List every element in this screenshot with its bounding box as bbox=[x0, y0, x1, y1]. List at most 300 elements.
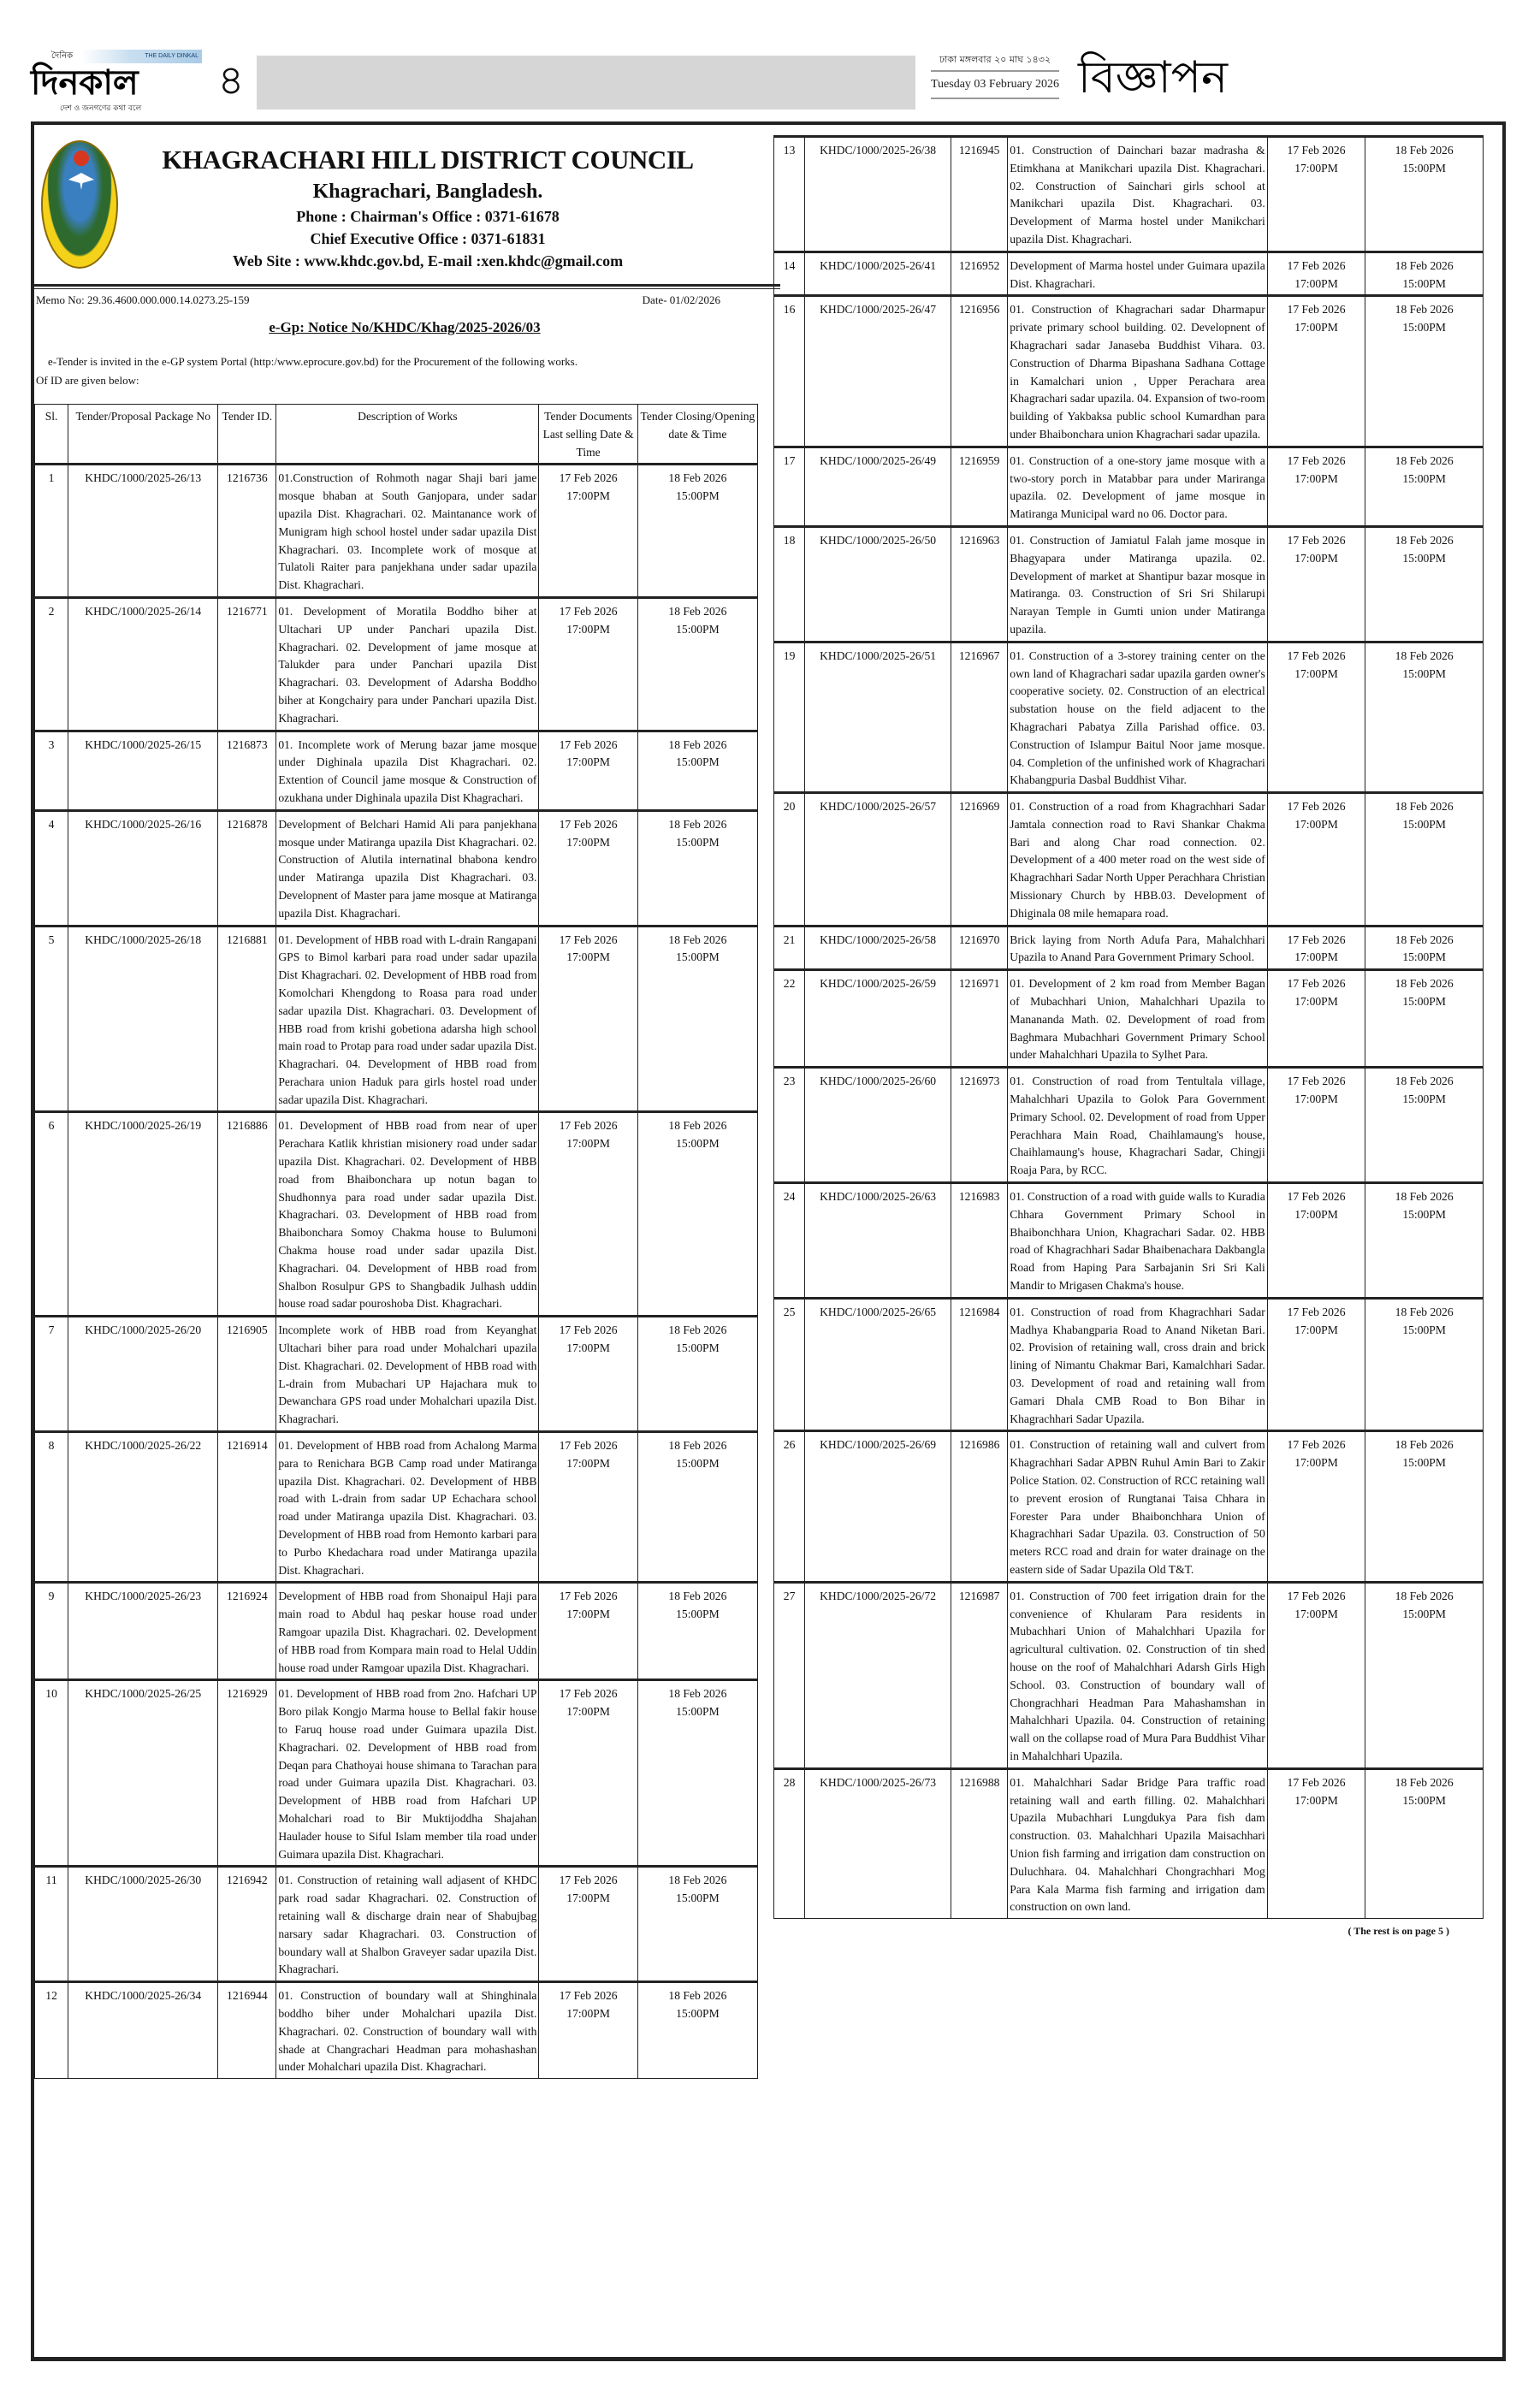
row-closing-date-close-time: 15:00PM bbox=[676, 950, 720, 964]
row-selling-date-sell-time: 17:00PM bbox=[1294, 551, 1338, 565]
header-description: Description of Works bbox=[276, 405, 539, 465]
table-row bbox=[35, 1583, 758, 1680]
row-closing-date-close-time: 15:00PM bbox=[676, 1137, 720, 1151]
row-tender-id bbox=[951, 1183, 1007, 1299]
row-package-no-package: KHDC/1000/2025-26/19 bbox=[85, 1119, 202, 1133]
section-title: বিজ্ঞাপন bbox=[1078, 52, 1229, 104]
row-package-no-package: KHDC/1000/2025-26/23 bbox=[85, 1590, 202, 1603]
row-selling-date-sell-time: 17:00PM bbox=[1294, 1207, 1338, 1221]
row-description bbox=[276, 1317, 539, 1432]
khdc-emblem-icon bbox=[41, 140, 118, 269]
row-closing-date bbox=[637, 810, 757, 926]
row-tender-id bbox=[218, 810, 276, 926]
row-package-no bbox=[68, 1867, 218, 1982]
row-package-no-package: KHDC/1000/2025-26/13 bbox=[85, 471, 202, 485]
row-selling-date bbox=[539, 1680, 637, 1867]
row-description-desc: 01. Construction of a one-story jame mosque with a two-story porch in Matabbar para under Mariranga upazila. 02. Development of jame mosque in Matiranga Municipal ward no 06. Doctor para. bbox=[1010, 453, 1265, 521]
row-selling-date-sell-date: 17 Feb 2026 bbox=[1287, 1589, 1346, 1602]
row-sl-sl: 19 bbox=[783, 648, 796, 662]
row-closing-date-close-time: 15:00PM bbox=[1402, 817, 1446, 831]
row-closing-date-close-date: 18 Feb 2026 bbox=[668, 1590, 727, 1603]
row-description-desc: 01. Construction of retaining wall and culvert from Khagrachhari Sadar APBN Ruhul Amin Bari to Zakir Police Station. 02. Construction of RCC retaining wall to prevent erosion of Rungtanai Taisa Chhara in Forester Para under Bhaibonchhara Union of Khagrachhari Sadar Upazila. 03. Construction of 50 meters RCC road and drain for water drainage on the eastern side of Sadar Upazila Old T&T. bbox=[1010, 1438, 1265, 1576]
row-description-desc: 01. Development of HBB road from 2no. Hafchari UP Boro pilak Kongjo Marma house to Bellal fakir house to Faruq house road under Guimara upazila Dist. Khagrachari. 02. Development of HBB road from Deqan para Chathoyai house shimana to Tarachan para road under Guimara upazila Dist. Khagrachari. 03. Development of HBB road from Hafchari UP Mohalchari road to Bir Muktijoddha Shajahan Haulader house to Siful Islam member tila road under Guimara upazila Dist. Khagrachari. bbox=[278, 1687, 537, 1861]
row-sl-sl: 22 bbox=[783, 977, 796, 991]
row-closing-date bbox=[1365, 642, 1484, 792]
row-closing-date-close-date: 18 Feb 2026 bbox=[1395, 1190, 1454, 1204]
row-closing-date-close-date: 18 Feb 2026 bbox=[1395, 144, 1454, 157]
row-tender-id bbox=[951, 1431, 1007, 1582]
row-selling-date-sell-time: 17:00PM bbox=[566, 622, 610, 636]
table-row bbox=[774, 252, 1484, 296]
row-selling-date bbox=[539, 1317, 637, 1432]
row-description-desc: 01. Development of Moratila Boddho biher at Ultachari UP under Panchari upazila Dist. Khagrachari. 02. Development of jame mosque at Talukder para under Panchari upazila Dist Khagrachari. 03. Development of Adarsha Boddho biher at Kongchairy para under Panchari upazila Dist. Khagrachari. bbox=[278, 604, 537, 725]
row-package-no-package: KHDC/1000/2025-26/14 bbox=[85, 604, 202, 618]
row-sl bbox=[774, 1068, 805, 1183]
row-selling-date bbox=[539, 1583, 637, 1680]
row-tender-id-id: 1216969 bbox=[958, 800, 1000, 814]
row-package-no bbox=[68, 810, 218, 926]
row-tender-id bbox=[218, 1583, 276, 1680]
row-description-desc: 01. Construction of Khagrachari sadar Dharmapur private primary school building. 02. Developnent of Khagrachari sadar Janaseba Buddhist Vihara. 03. Construction of Dharma Bipashana Sadhana Cottage in Kamalchari union , Upper Perachara area Khagrachari sadar upazila. 04. Expansion of two-room building of Yakbaksa public school Kumardhan para under Bhaibonchara union Khagrachari sadar upazila. bbox=[1010, 303, 1265, 441]
row-tender-id bbox=[218, 1432, 276, 1583]
row-package-no-package: KHDC/1000/2025-26/60 bbox=[820, 1075, 937, 1088]
row-tender-id-id: 1216929 bbox=[227, 1687, 268, 1701]
row-closing-date bbox=[637, 597, 757, 731]
emblem-sun bbox=[74, 151, 89, 166]
table-row bbox=[35, 731, 758, 810]
row-tender-id bbox=[951, 526, 1007, 642]
table-row bbox=[35, 1982, 758, 2079]
row-tender-id-id: 1216924 bbox=[227, 1590, 268, 1603]
row-selling-date bbox=[1267, 296, 1365, 447]
row-closing-date-close-date: 18 Feb 2026 bbox=[1395, 648, 1454, 662]
row-closing-date bbox=[1365, 1431, 1484, 1582]
date-box bbox=[931, 53, 1059, 99]
row-selling-date bbox=[1267, 1068, 1365, 1183]
row-selling-date bbox=[1267, 447, 1365, 526]
row-selling-date-sell-date: 17 Feb 2026 bbox=[559, 1323, 618, 1337]
row-package-no-package: KHDC/1000/2025-26/22 bbox=[85, 1439, 202, 1453]
row-package-no-package: KHDC/1000/2025-26/57 bbox=[820, 800, 937, 814]
table-row bbox=[774, 1582, 1484, 1768]
table-row bbox=[774, 1768, 1484, 1918]
row-sl-sl: 13 bbox=[783, 144, 796, 157]
left-column bbox=[34, 125, 775, 2079]
row-description-desc: Development of Marma hostel under Guimara upazila Dist. Khagrachari. bbox=[1010, 258, 1265, 290]
row-closing-date bbox=[637, 1680, 757, 1867]
row-closing-date-close-time: 15:00PM bbox=[1402, 1323, 1446, 1336]
row-description bbox=[1008, 1768, 1267, 1918]
row-description-desc: 01. Construction of boundary wall at Shinghinala boddho biher under Mohalchari upazila Dist. Khagrachari. 02. Construction of boundary wall with shade at Changrachari Headman para mohashashan under Mohalchari upazila Dist. Khagrachari. bbox=[278, 1989, 537, 2074]
row-selling-date-sell-time: 17:00PM bbox=[566, 1892, 610, 1905]
row-sl-sl: 21 bbox=[783, 933, 796, 946]
row-selling-date bbox=[1267, 793, 1365, 927]
row-tender-id bbox=[951, 1298, 1007, 1431]
row-tender-id-id: 1216878 bbox=[227, 817, 268, 831]
row-description-desc: Development of HBB road from Shonaipul Haji para main road to Abdul haq peskar house road under Ramgoar upazila Dist. Khagrachari. 02. Development of HBB road from Kompara main road to Helal Uddin house road under Ramgoar upazila Dist. Khagrachari. bbox=[278, 1590, 537, 1674]
row-package-no bbox=[805, 1183, 951, 1299]
row-closing-date-close-date: 18 Feb 2026 bbox=[668, 1323, 727, 1337]
row-sl bbox=[774, 1298, 805, 1431]
row-tender-id-id: 1216963 bbox=[958, 533, 1000, 547]
row-closing-date-close-date: 18 Feb 2026 bbox=[668, 471, 727, 485]
row-closing-date bbox=[637, 926, 757, 1112]
row-tender-id-id: 1216973 bbox=[958, 1075, 1000, 1088]
row-selling-date bbox=[1267, 1582, 1365, 1768]
row-description-desc: 01. Construction of Jamiatul Falah jame mosque in Bhagyapara under Matiranga upazila. 02. Development of market at Shantipur bazar mosque in Matiranga. 03. Construction of Sri Sri Shilarupi Narayan Temple in Gumti union under Matiranga upazila. bbox=[1010, 533, 1265, 636]
row-selling-date-sell-date: 17 Feb 2026 bbox=[559, 1119, 618, 1133]
row-closing-date-close-date: 18 Feb 2026 bbox=[1395, 258, 1454, 272]
row-description-desc: 01. Construction of retaining wall adjasent of KHDC park road sadar Khagrachari. 02. Construction of retaining wall & discharge drain near of Shabujbag narsary sadar Khagrachari. 03. Construction of boundary wall at Shalbon Graveyer sadar upazila Dist. Khagrachari. bbox=[278, 1874, 537, 1976]
row-closing-date bbox=[637, 1112, 757, 1317]
table-row bbox=[35, 810, 758, 926]
row-selling-date-sell-time: 17:00PM bbox=[1294, 950, 1338, 964]
table-row bbox=[774, 793, 1484, 927]
row-description bbox=[276, 1432, 539, 1583]
row-description bbox=[1008, 642, 1267, 792]
row-selling-date bbox=[1267, 1298, 1365, 1431]
row-package-no bbox=[805, 1068, 951, 1183]
row-sl bbox=[35, 1432, 68, 1583]
row-closing-date-close-time: 15:00PM bbox=[1402, 1092, 1446, 1106]
row-package-no bbox=[805, 296, 951, 447]
row-sl-sl: 27 bbox=[783, 1589, 796, 1602]
row-selling-date-sell-date: 17 Feb 2026 bbox=[559, 604, 618, 618]
row-tender-id bbox=[218, 926, 276, 1112]
row-description-desc: 01. Mahalchhari Sadar Bridge Para traffic road retaining wall and earth filling. 02. Mahalchhari Upazila Mubachhari Lungdukya Para fish dam construction. 03. Mahalchhari Upazila Maisachhari Union fish farming and irrigation dam construction on Duluchhara. 04. Mahalchhari Chongrachhari Mog Para Kala Marma fish farming and irrigation dam construction on own land. bbox=[1010, 1775, 1265, 1914]
table-row bbox=[774, 137, 1484, 252]
row-selling-date-sell-time: 17:00PM bbox=[1294, 471, 1338, 485]
row-closing-date-close-time: 15:00PM bbox=[1402, 1607, 1446, 1620]
row-sl-sl: 17 bbox=[783, 453, 796, 467]
row-tender-id bbox=[951, 1582, 1007, 1768]
row-selling-date-sell-time: 17:00PM bbox=[1294, 161, 1338, 175]
row-selling-date-sell-date: 17 Feb 2026 bbox=[559, 1874, 618, 1887]
row-package-no-package: KHDC/1000/2025-26/51 bbox=[820, 648, 937, 662]
row-description-desc: 01. Development of HBB road from Achalong Marma para to Renichara BGB Camp road under Matiranga upazila Dist. Khagrachari. 02. Development of HBB road with L-drain from sadar UP Echachara school road under Matiranga upazila Dist. Khagrachari. 03. Development of HBB road from Hemonto karbari para to Purbo Khedachara road under Matiranga upazila Dist. Khagrachari. bbox=[278, 1439, 537, 1577]
row-selling-date-sell-time: 17:00PM bbox=[566, 835, 610, 849]
row-tender-id bbox=[218, 1680, 276, 1867]
row-tender-id-id: 1216971 bbox=[958, 977, 1000, 991]
row-closing-date-close-time: 15:00PM bbox=[1402, 1207, 1446, 1221]
notice-header bbox=[34, 125, 775, 284]
date-bangla: ঢাকা মঙ্গলবার ২০ মাঘ ১৪৩২ bbox=[931, 53, 1059, 72]
row-sl-sl: 23 bbox=[783, 1075, 796, 1088]
header-tender-id: Tender ID. bbox=[218, 405, 276, 465]
masthead bbox=[0, 0, 1540, 120]
row-selling-date bbox=[539, 1112, 637, 1317]
row-selling-date bbox=[1267, 526, 1365, 642]
row-closing-date bbox=[1365, 447, 1484, 526]
row-package-no-package: KHDC/1000/2025-26/59 bbox=[820, 977, 937, 991]
row-description-desc: 01. Construction of Dainchari bazar madrasha & Etimkhana at Manikchari upazila Dist. Khagrachari. 02. Construction of Sainchari girls school at Manikchari upazila Dist. Khagrachari. 03. Development of Marma hostel under Manikchari upazila Dist. Khagrachari. bbox=[1010, 144, 1265, 246]
row-closing-date-close-date: 18 Feb 2026 bbox=[668, 1439, 727, 1453]
row-sl-sl: 28 bbox=[783, 1775, 796, 1789]
row-selling-date-sell-date: 17 Feb 2026 bbox=[1287, 258, 1346, 272]
row-package-no-package: KHDC/1000/2025-26/49 bbox=[820, 453, 937, 467]
header-package: Tender/Proposal Package No bbox=[68, 405, 218, 465]
intro-line-1: e-Tender is invited in the e-GP system Portal (http:/www.eprocure.gov.bd) for the Procurement of the following works. bbox=[48, 355, 578, 368]
row-package-no bbox=[805, 1298, 951, 1431]
row-closing-date-close-time: 15:00PM bbox=[1402, 950, 1446, 964]
org-location: Khagrachari, Bangladesh. bbox=[312, 181, 543, 203]
row-description bbox=[276, 1982, 539, 2079]
row-description-desc: 01. Construction of road from Tentultala village, Mahalchhari Upazila to Golok Para Government Primary School. 02. Development of road from Upper Perachhara Main Road, Chaihlamaung's house, Chaihlamaung's house, Khagrachari Sadar, Chingji Roaja Para, by RCC. bbox=[1010, 1075, 1265, 1177]
row-closing-date-close-date: 18 Feb 2026 bbox=[1395, 1438, 1454, 1452]
row-selling-date bbox=[539, 597, 637, 731]
row-package-no bbox=[68, 926, 218, 1112]
tender-table-left bbox=[34, 404, 758, 2079]
row-selling-date-sell-time: 17:00PM bbox=[1294, 1793, 1338, 1807]
row-sl bbox=[35, 926, 68, 1112]
tender-rows-left bbox=[35, 465, 758, 2079]
row-tender-id bbox=[951, 252, 1007, 296]
row-selling-date bbox=[539, 465, 637, 598]
row-description-desc: Development of Belchari Hamid Ali para panjekhana mosque under Matiranga upazila Dist Khagrachari. 02. Construction of Alutila internatinal bhabona kendro under Matiranga upazila Dist Khagrachari. 03. Developnent of Master para jame mosque at Matiranga upazila Dist. Khagrachari. bbox=[278, 817, 537, 920]
row-sl bbox=[35, 810, 68, 926]
row-sl bbox=[774, 642, 805, 792]
row-closing-date bbox=[1365, 526, 1484, 642]
row-closing-date bbox=[1365, 1582, 1484, 1768]
row-package-no bbox=[68, 1583, 218, 1680]
row-selling-date-sell-time: 17:00PM bbox=[566, 1705, 610, 1719]
row-description bbox=[276, 1867, 539, 1982]
header-banner bbox=[257, 56, 915, 110]
row-sl-sl: 2 bbox=[48, 604, 55, 618]
row-closing-date-close-time: 15:00PM bbox=[676, 1705, 720, 1719]
row-selling-date-sell-date: 17 Feb 2026 bbox=[1287, 1305, 1346, 1318]
row-sl-sl: 24 bbox=[783, 1190, 796, 1204]
row-package-no bbox=[805, 1582, 951, 1768]
row-closing-date bbox=[637, 1867, 757, 1982]
header-selling-date: Tender Documents Last selling Date & Time bbox=[539, 405, 637, 465]
row-closing-date-close-time: 15:00PM bbox=[1402, 276, 1446, 290]
row-package-no bbox=[805, 926, 951, 970]
ceo-phone: Chief Executive Office : 0371-61831 bbox=[310, 230, 546, 247]
row-package-no-package: KHDC/1000/2025-26/34 bbox=[85, 1989, 202, 2003]
row-package-no bbox=[805, 137, 951, 252]
row-selling-date bbox=[1267, 1768, 1365, 1918]
row-selling-date-sell-date: 17 Feb 2026 bbox=[1287, 800, 1346, 814]
row-closing-date-close-date: 18 Feb 2026 bbox=[1395, 1305, 1454, 1318]
row-sl bbox=[35, 1583, 68, 1680]
continued-note: ( The rest is on page 5 ) bbox=[1348, 1925, 1449, 1938]
table-row bbox=[774, 526, 1484, 642]
row-sl bbox=[35, 1317, 68, 1432]
row-tender-id bbox=[951, 970, 1007, 1068]
table-row bbox=[35, 1867, 758, 1982]
row-selling-date-sell-date: 17 Feb 2026 bbox=[1287, 303, 1346, 317]
row-package-no-package: KHDC/1000/2025-26/41 bbox=[820, 258, 937, 272]
row-package-no bbox=[68, 731, 218, 810]
row-tender-id bbox=[218, 1867, 276, 1982]
row-sl-sl: 25 bbox=[783, 1305, 796, 1318]
row-package-no bbox=[68, 1112, 218, 1317]
row-tender-id bbox=[218, 597, 276, 731]
row-description bbox=[276, 810, 539, 926]
row-tender-id-id: 1216942 bbox=[227, 1874, 268, 1887]
row-package-no-package: KHDC/1000/2025-26/73 bbox=[820, 1775, 937, 1789]
intro-line-2: Of ID are given below: bbox=[36, 374, 139, 387]
row-description bbox=[276, 1112, 539, 1317]
row-sl-sl: 9 bbox=[48, 1590, 55, 1603]
row-sl bbox=[774, 1582, 805, 1768]
row-closing-date-close-time: 15:00PM bbox=[1402, 551, 1446, 565]
row-closing-date-close-time: 15:00PM bbox=[1402, 1456, 1446, 1470]
row-closing-date bbox=[637, 465, 757, 598]
right-column bbox=[773, 135, 1484, 1938]
row-package-no-package: KHDC/1000/2025-26/20 bbox=[85, 1323, 202, 1337]
row-selling-date-sell-time: 17:00PM bbox=[1294, 666, 1338, 680]
row-closing-date-close-date: 18 Feb 2026 bbox=[1395, 1075, 1454, 1088]
row-selling-date-sell-time: 17:00PM bbox=[566, 1341, 610, 1355]
row-package-no bbox=[68, 1982, 218, 2079]
row-selling-date-sell-date: 17 Feb 2026 bbox=[559, 1590, 618, 1603]
row-package-no-package: KHDC/1000/2025-26/16 bbox=[85, 817, 202, 831]
row-selling-date-sell-date: 17 Feb 2026 bbox=[1287, 977, 1346, 991]
intro-text bbox=[34, 352, 775, 404]
row-description bbox=[276, 465, 539, 598]
row-description-desc: 01. Construction of a road with guide walls to Kuradia Chhara Government Primary School in Bhaibonchhara Union, Khagrachari Sadar. 02. HBB road of Khagrachhari Sadar Bhaibenachara Dakbangla Road from Haping Para Sarbajanin Sri Sri Kali Mandir to Mrigasen Chakma's house. bbox=[1010, 1190, 1265, 1293]
row-description bbox=[1008, 1183, 1267, 1299]
row-selling-date-sell-date: 17 Feb 2026 bbox=[1287, 1775, 1346, 1789]
row-description-desc: 01.Construction of Rohmoth nagar Shaji bari jame mosque bhaban at South Ganjopara, under sadar upazila Dist. Khagrachari. 02. Maintanance work of Munigram high school hostel under sadar upazila Dist Khagrachari. 03. Incomplete work of mosque at Tulatoli Raiter para panjekhana under sadar upazila Dist. Khagrachari. bbox=[278, 471, 537, 592]
date-english: Tuesday 03 February 2026 bbox=[931, 72, 1059, 99]
row-closing-date bbox=[1365, 137, 1484, 252]
row-selling-date bbox=[539, 1982, 637, 2079]
row-selling-date-sell-date: 17 Feb 2026 bbox=[559, 471, 618, 485]
row-tender-id-id: 1216945 bbox=[958, 144, 1000, 157]
row-tender-id bbox=[951, 137, 1007, 252]
row-selling-date-sell-time: 17:00PM bbox=[566, 950, 610, 964]
table-row bbox=[774, 970, 1484, 1068]
row-sl-sl: 26 bbox=[783, 1438, 796, 1452]
tender-table-right bbox=[773, 135, 1484, 1919]
row-tender-id-id: 1216736 bbox=[227, 471, 268, 485]
row-closing-date-close-date: 18 Feb 2026 bbox=[1395, 303, 1454, 317]
row-package-no bbox=[805, 642, 951, 792]
row-package-no bbox=[805, 252, 951, 296]
row-sl bbox=[774, 1431, 805, 1582]
row-closing-date-close-date: 18 Feb 2026 bbox=[668, 737, 727, 751]
row-closing-date bbox=[637, 1317, 757, 1432]
table-row bbox=[774, 1298, 1484, 1431]
row-package-no-package: KHDC/1000/2025-26/47 bbox=[820, 303, 937, 317]
row-tender-id bbox=[951, 793, 1007, 927]
logo-tagline: দেশ ও জনগণের কথা বলে bbox=[60, 104, 142, 113]
row-sl-sl: 12 bbox=[45, 1989, 57, 2003]
row-sl-sl: 14 bbox=[783, 258, 796, 272]
row-selling-date-sell-date: 17 Feb 2026 bbox=[559, 1687, 618, 1701]
row-sl-sl: 7 bbox=[48, 1323, 55, 1337]
row-selling-date-sell-date: 17 Feb 2026 bbox=[559, 817, 618, 831]
row-description-desc: Incomplete work of HBB road from Keyanghat Ultachari biher para road under Mohalchari upazila Dist. Khagrachari. 02. Development of HBB road with L-drain from Mubachari UP Hajachara muk to Dewanchara GPS road under Mohalchari upazila Dist. Khagrachari. bbox=[278, 1323, 537, 1426]
row-sl-sl: 4 bbox=[48, 817, 55, 831]
row-sl-sl: 16 bbox=[783, 303, 796, 317]
row-sl bbox=[774, 793, 805, 927]
row-selling-date-sell-date: 17 Feb 2026 bbox=[1287, 1190, 1346, 1204]
memo-date: Date- 01/02/2026 bbox=[642, 293, 720, 306]
row-closing-date bbox=[1365, 926, 1484, 970]
row-selling-date-sell-date: 17 Feb 2026 bbox=[559, 1989, 618, 2003]
row-sl bbox=[774, 296, 805, 447]
row-tender-id bbox=[951, 926, 1007, 970]
row-closing-date-close-date: 18 Feb 2026 bbox=[668, 817, 727, 831]
row-closing-date-close-date: 18 Feb 2026 bbox=[668, 1989, 727, 2003]
row-selling-date bbox=[1267, 137, 1365, 252]
row-closing-date bbox=[1365, 252, 1484, 296]
row-closing-date-close-time: 15:00PM bbox=[676, 1341, 720, 1355]
row-selling-date-sell-date: 17 Feb 2026 bbox=[559, 933, 618, 946]
row-sl-sl: 8 bbox=[48, 1439, 55, 1453]
row-package-no-package: KHDC/1000/2025-26/15 bbox=[85, 737, 202, 751]
row-closing-date-close-date: 18 Feb 2026 bbox=[1395, 1589, 1454, 1602]
row-tender-id bbox=[951, 1068, 1007, 1183]
row-selling-date-sell-time: 17:00PM bbox=[566, 755, 610, 769]
row-selling-date-sell-time: 17:00PM bbox=[566, 489, 610, 503]
logo-prefix: দৈনিক bbox=[51, 51, 74, 61]
row-selling-date-sell-time: 17:00PM bbox=[1294, 1607, 1338, 1620]
table-row bbox=[35, 926, 758, 1112]
row-package-no-package: KHDC/1000/2025-26/72 bbox=[820, 1589, 937, 1602]
row-closing-date bbox=[637, 1583, 757, 1680]
table-row bbox=[35, 1432, 758, 1583]
row-description bbox=[1008, 1431, 1267, 1582]
row-package-no bbox=[68, 1432, 218, 1583]
row-closing-date bbox=[1365, 296, 1484, 447]
row-tender-id-id: 1216952 bbox=[958, 258, 1000, 272]
notice-title: e-Gp: Notice No/KHDC/Khag/2025-2026/03 bbox=[269, 319, 541, 335]
memo-row bbox=[34, 289, 775, 311]
row-package-no-package: KHDC/1000/2025-26/63 bbox=[820, 1190, 937, 1204]
row-selling-date-sell-date: 17 Feb 2026 bbox=[1287, 648, 1346, 662]
row-description bbox=[276, 597, 539, 731]
row-package-no bbox=[68, 597, 218, 731]
row-description bbox=[1008, 793, 1267, 927]
row-package-no-package: KHDC/1000/2025-26/30 bbox=[85, 1874, 202, 1887]
org-info bbox=[128, 142, 727, 272]
row-package-no bbox=[68, 1317, 218, 1432]
row-selling-date-sell-date: 17 Feb 2026 bbox=[1287, 933, 1346, 946]
row-sl bbox=[774, 137, 805, 252]
web-email: Web Site : www.khdc.gov.bd, E-mail :xen.khdc@gmail.com bbox=[232, 252, 624, 269]
row-closing-date bbox=[1365, 1298, 1484, 1431]
logo-name: দিনকাল bbox=[31, 63, 139, 103]
page-number: ৪ bbox=[217, 56, 245, 104]
row-selling-date bbox=[539, 810, 637, 926]
row-selling-date-sell-date: 17 Feb 2026 bbox=[1287, 1438, 1346, 1452]
row-closing-date-close-time: 15:00PM bbox=[676, 755, 720, 769]
row-closing-date-close-date: 18 Feb 2026 bbox=[1395, 453, 1454, 467]
row-closing-date-close-date: 18 Feb 2026 bbox=[668, 1119, 727, 1133]
row-description-desc: 01. Development of HBB road from near of uper Perachara Katlik khristian misionery road under sadar upazila Dist. Khagrachari. 02. Development of HBB road from Bhaibonchara up notun bagan to Shudhonnya para road under sadar upazila Dist. Khagrachari. 03. Development of HBB road from Bhaibonchara Somoy Chakma house to Bulumoni Chakma house road under sadar upazila Dist. Khagrachari. 04. Development of HBB road from Shalbon Rosulpur GPS to Shangbadik Julhash uddin house road sadar pouroshoba Dist. Khagrachari. bbox=[278, 1119, 537, 1311]
org-name: KHAGRACHARI HILL DISTRICT COUNCIL bbox=[162, 145, 694, 175]
row-package-no-package: KHDC/1000/2025-26/38 bbox=[820, 144, 937, 157]
row-closing-date-close-time: 15:00PM bbox=[1402, 471, 1446, 485]
row-selling-date-sell-date: 17 Feb 2026 bbox=[1287, 453, 1346, 467]
row-selling-date-sell-time: 17:00PM bbox=[1294, 321, 1338, 335]
row-selling-date bbox=[539, 1867, 637, 1982]
row-selling-date-sell-time: 17:00PM bbox=[566, 1607, 610, 1621]
row-closing-date-close-date: 18 Feb 2026 bbox=[1395, 800, 1454, 814]
row-closing-date-close-time: 15:00PM bbox=[676, 489, 720, 503]
row-closing-date-close-time: 15:00PM bbox=[676, 835, 720, 849]
row-selling-date bbox=[1267, 1431, 1365, 1582]
row-closing-date-close-time: 15:00PM bbox=[676, 1892, 720, 1905]
table-row bbox=[774, 1068, 1484, 1183]
row-sl bbox=[774, 926, 805, 970]
row-sl-sl: 3 bbox=[48, 737, 55, 751]
